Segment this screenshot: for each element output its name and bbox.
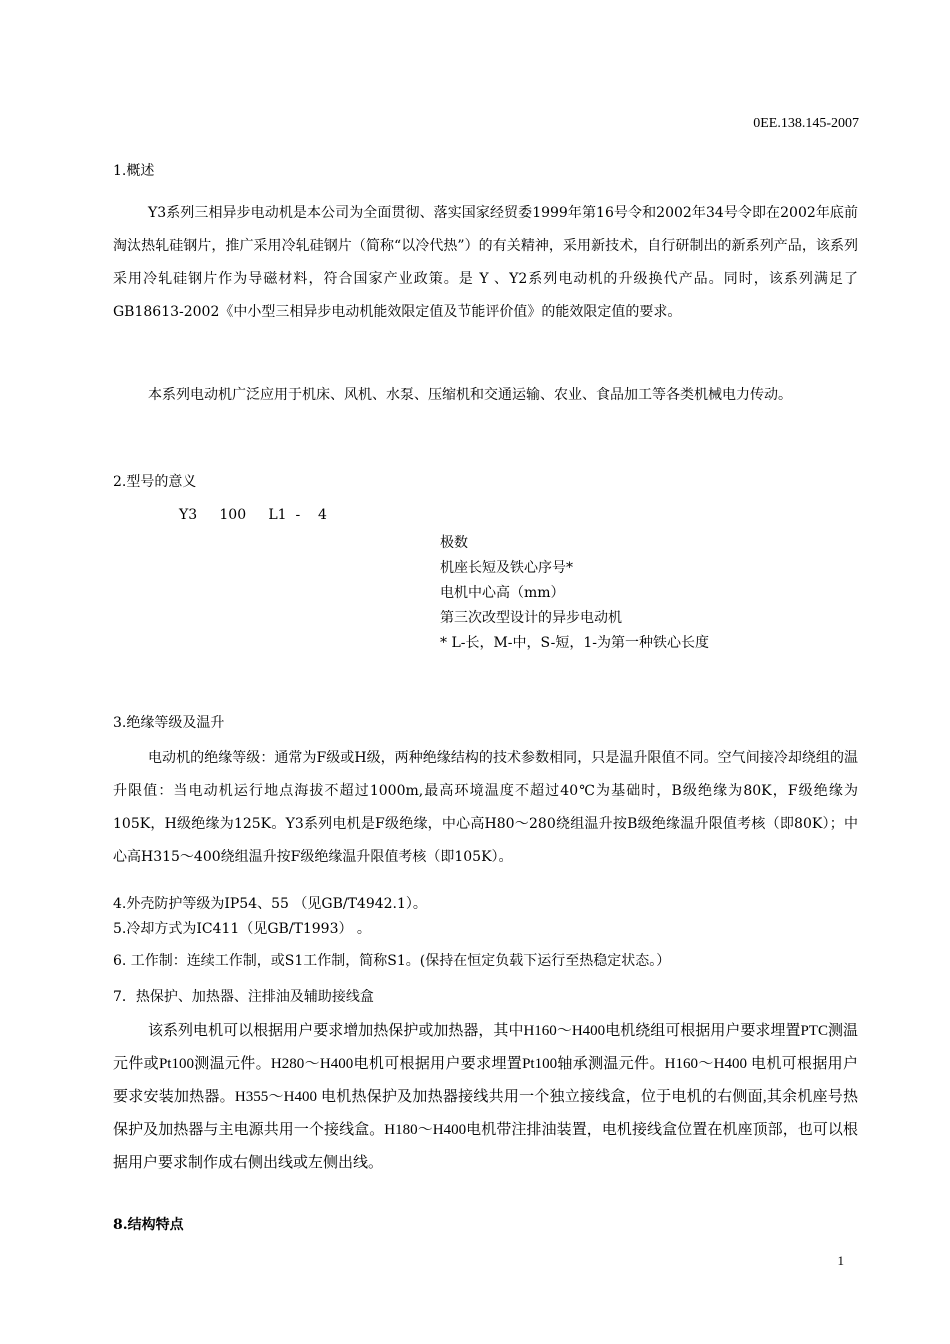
section-1-paragraph-1: Y3系列三相异步电动机是本公司为全面贯彻、落实国家经贸委1999年第16号令和2002年34号令即在2002年底前淘汰热轧硅钢片，推广采用冷轧硅钢片（简称“以冷代热”）的有关精神，采用新技术，自行研制出的新系列产品，该系列采用冷轧硅钢片作为导磁材料，符合国家产业政策。是 Y 、Y2系列电动机的升级换代产品。同时，该系列满足了 GB18613-2002《中小型三相异步电动机能效限定值及节能评价值》的能效限定值的要求。 — [113, 205, 858, 320]
legend-item-poles: 极数 — [440, 535, 468, 551]
section-4-line: 4.外壳防护等级为IP54、55 （见GB/T4942.1）。 — [113, 896, 427, 912]
page-number: 1 — [837, 1253, 844, 1268]
legend-item-center-height: 电机中心高（mm） — [440, 585, 565, 601]
legend-item-design: 第三次改型设计的异步电动机 — [440, 610, 622, 626]
section-8-title: 8.结构特点 — [113, 1217, 184, 1233]
section-2-title: 2.型号的意义 — [113, 474, 197, 490]
section-6-line: 6. 工作制：连续工作制，或S1工作制，简称S1。(保持在恒定负载下运行至热稳定状态。） — [113, 953, 671, 969]
section-3-paragraph: 电动机的绝缘等级：通常为F级或H级，两种绝缘结构的技术参数相同，只是温升限值不同。空气间接冷却绕组的温升限值：当电动机运行地点海拔不超过1000m,最高环境温度不超过40℃为基础时，B级绝缘为80K，F级绝缘为105K，H级绝缘为125K。Y3系列电机是F级绝缘，中心高H80～280绕组温升按B级绝缘温升限值考核（即80K）；中心高H315～400绕组温升按F级绝缘温升限值考核（即105K）。 — [113, 750, 858, 865]
section-7-paragraph: 该系列电机可以根据用户要求增加热保护或加热器，其中H160～H400电机绕组可根据用户要求埋置PTC测温元件或Pt100测温元件。H280～H400电机可根据用户要求埋置Pt100轴承测温元件。H160～H400 电机可根据用户要求安装加热器。H355～H400 电机热保护及加热器接线共用一个独立接线盒，位于电机的右侧面,其余机座号热保护及加热器与主电源共用一个接线盒。H180～H400电机带注排油装置，电机接线盒位置在机座顶部，也可以根据用户要求制作成右侧出线或左侧出线。 — [113, 1023, 858, 1171]
model-code: Y3 100 L1 - 4 — [179, 507, 327, 523]
section-1-title: 1.概述 — [113, 163, 155, 179]
section-1-paragraph-2: 本系列电动机广泛应用于机床、风机、水泵、压缩机和交通运输、农业、食品加工等各类机械电力传动。 — [148, 387, 792, 403]
section-3-title: 3.绝缘等级及温升 — [113, 715, 225, 731]
document-code: 0EE.138.145-2007 — [753, 116, 859, 131]
legend-item-frame-length: 机座长短及铁心序号* — [440, 560, 573, 576]
section-5-line: 5.冷却方式为IC411（见GB/T1993） 。 — [113, 921, 371, 937]
legend-item-note: * L-长，M-中，S-短，1-为第一种铁心长度 — [440, 635, 710, 651]
section-7-title: 7．热保护、加热器、注排油及辅助接线盒 — [113, 989, 374, 1005]
